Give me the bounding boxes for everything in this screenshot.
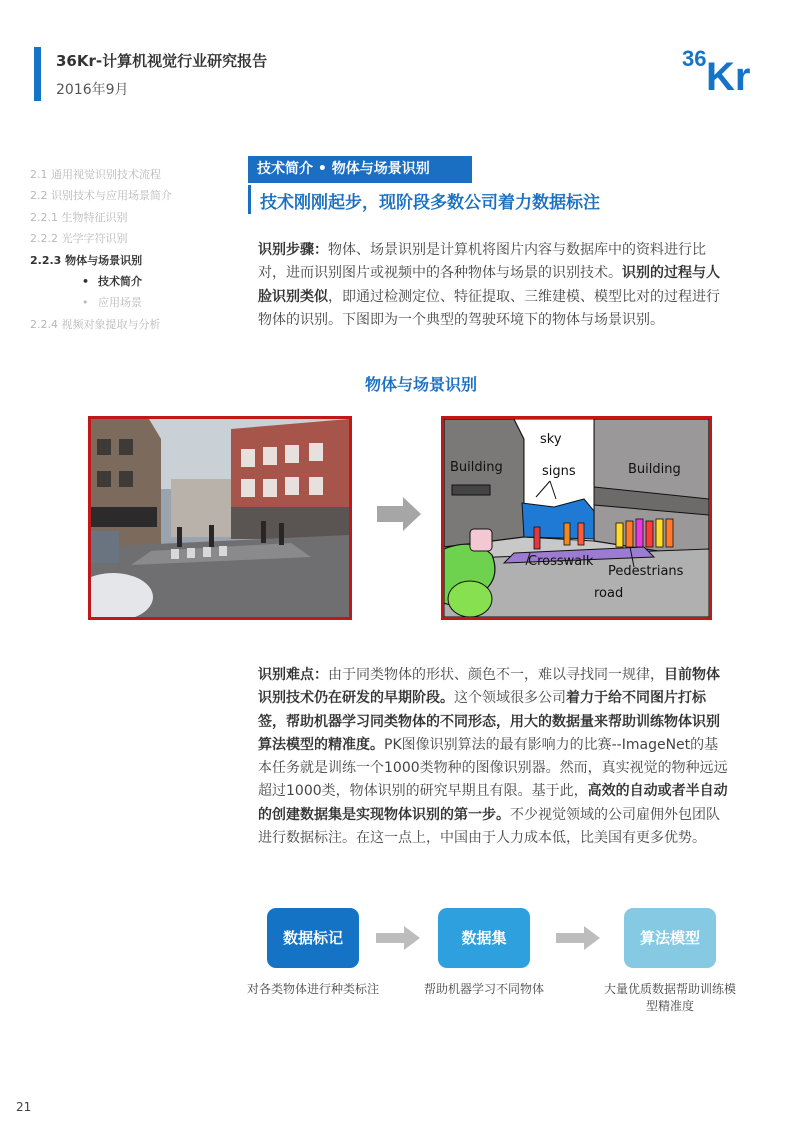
headline-accent-bar [248,185,251,214]
label-signs: signs [542,464,576,479]
para-lead: 识别难点： [258,667,328,683]
para-text: PK图像识别算法的最有影响力的比赛--ImageNet的基本任务就是训练一个1000类物种的图像识别器。然而，真实视觉的物种远远超过1000类，物体识别的研究早期且有限。基于此， [258,736,728,800]
flow-step-data-labeling: 数据标记 [267,908,359,968]
nav-subitem-tech-intro[interactable] [30,271,230,292]
flow-step-algorithm-model: 算法模型 [624,908,716,968]
para-text: 由于同类物体的形状、颜色不一，难以寻找同一规律， [328,667,664,683]
para-bold: 着力于给不同图片打标签，帮助机器学习同类物体的不同形态，用大的数据量来帮助训练物体识别算法模型的精准度。 [258,690,720,753]
arrow-right-icon [376,926,420,950]
label-building-left: Building [450,460,503,475]
flow-caption-dataset: 帮助机器学习不同物体 [423,982,544,996]
label-building-right: Building [628,462,681,477]
para-text: 物体、场景识别是计算机将图片内容与数据库中的资料进行比对，进而识别图片或视频中的各种物体与场景的识别技术。 [258,242,706,282]
nav-item-2-2-3[interactable]: 2.2.3 物体与场景识别 [30,253,143,267]
svg-text:Kr: Kr [706,55,751,94]
nav-subitem-applications[interactable] [30,292,230,313]
header-accent-bar [34,47,41,101]
flow-caption-algorithm-model: 大量优质数据帮助训练模型精准度 [603,982,736,1013]
section-tag: 技术简介 • 物体与场景识别 [248,156,472,183]
label-pedestrians: Pedestrians [608,564,684,579]
nav-item-2-2-1[interactable]: 2.2.1 生物特征识别 [30,210,128,224]
labeled-scene-diagram [441,416,712,620]
label-sky: sky [540,432,562,447]
para-text: 这个领域很多公司 [454,690,566,707]
sidebar-nav [30,164,230,335]
para-bold: 识别的过程与人脸识别类似 [258,265,720,305]
report-date: 2016年9月 [56,82,129,98]
street-photo [88,416,352,620]
para-bold: 目前物体识别技术仍在研发的早期阶段。 [258,667,720,707]
svg-text:36: 36 [682,46,707,71]
nav-subitem-label: 技术简介 [98,274,142,288]
nav-item-2-1[interactable]: 2.1 通用视觉识别技术流程 [30,168,161,181]
para-text: 不少视觉领域的公司雇佣外包团队进行数据标注。在这一点上，中国由于人力成本低，比美国有更多优势。 [258,806,720,847]
label-road: road [594,586,624,601]
paragraph-recognition-difficulty [258,664,728,850]
brand-logo [680,44,764,94]
figure-title: 物体与场景识别 [364,375,477,394]
flow-caption-data-labeling: 对各类物体进行种类标注 [246,982,379,996]
label-crosswalk: Crosswalk [528,554,594,569]
arrow-right-icon [375,495,423,533]
nav-item-2-2[interactable]: 2.2 识别技术与应用场景简介 [30,189,172,203]
nav-item-2-2-2[interactable]: 2.2.2 光学字符识别 [30,232,128,246]
bullet-icon: • [82,296,89,310]
arrow-right-icon [556,926,600,950]
report-title: 36Kr-计算机视觉行业研究报告 [56,52,268,70]
para-bold: 高效的自动或者半自动的创建数据集是实现物体识别的第一步。 [258,783,728,823]
bullet-icon: • [82,274,90,288]
nav-item-2-2-4[interactable]: 2.2.4 视频对象提取与分析 [30,317,161,331]
paragraph-recognition-steps [258,239,728,332]
para-lead: 识别步骤： [258,242,328,258]
section-headline: 技术刚刚起步，现阶段多数公司着力数据标注 [260,193,600,213]
para-text: ，即通过检测定位、特征提取、三维建模、模型比对的过程进行物体的识别。下图即为一个典型的驾驶环境下的物体与场景识别。 [258,288,720,328]
nav-subitem-label: 应用场景 [98,296,142,310]
page-number: 21 [16,1100,32,1114]
flow-step-dataset: 数据集 [438,908,530,968]
